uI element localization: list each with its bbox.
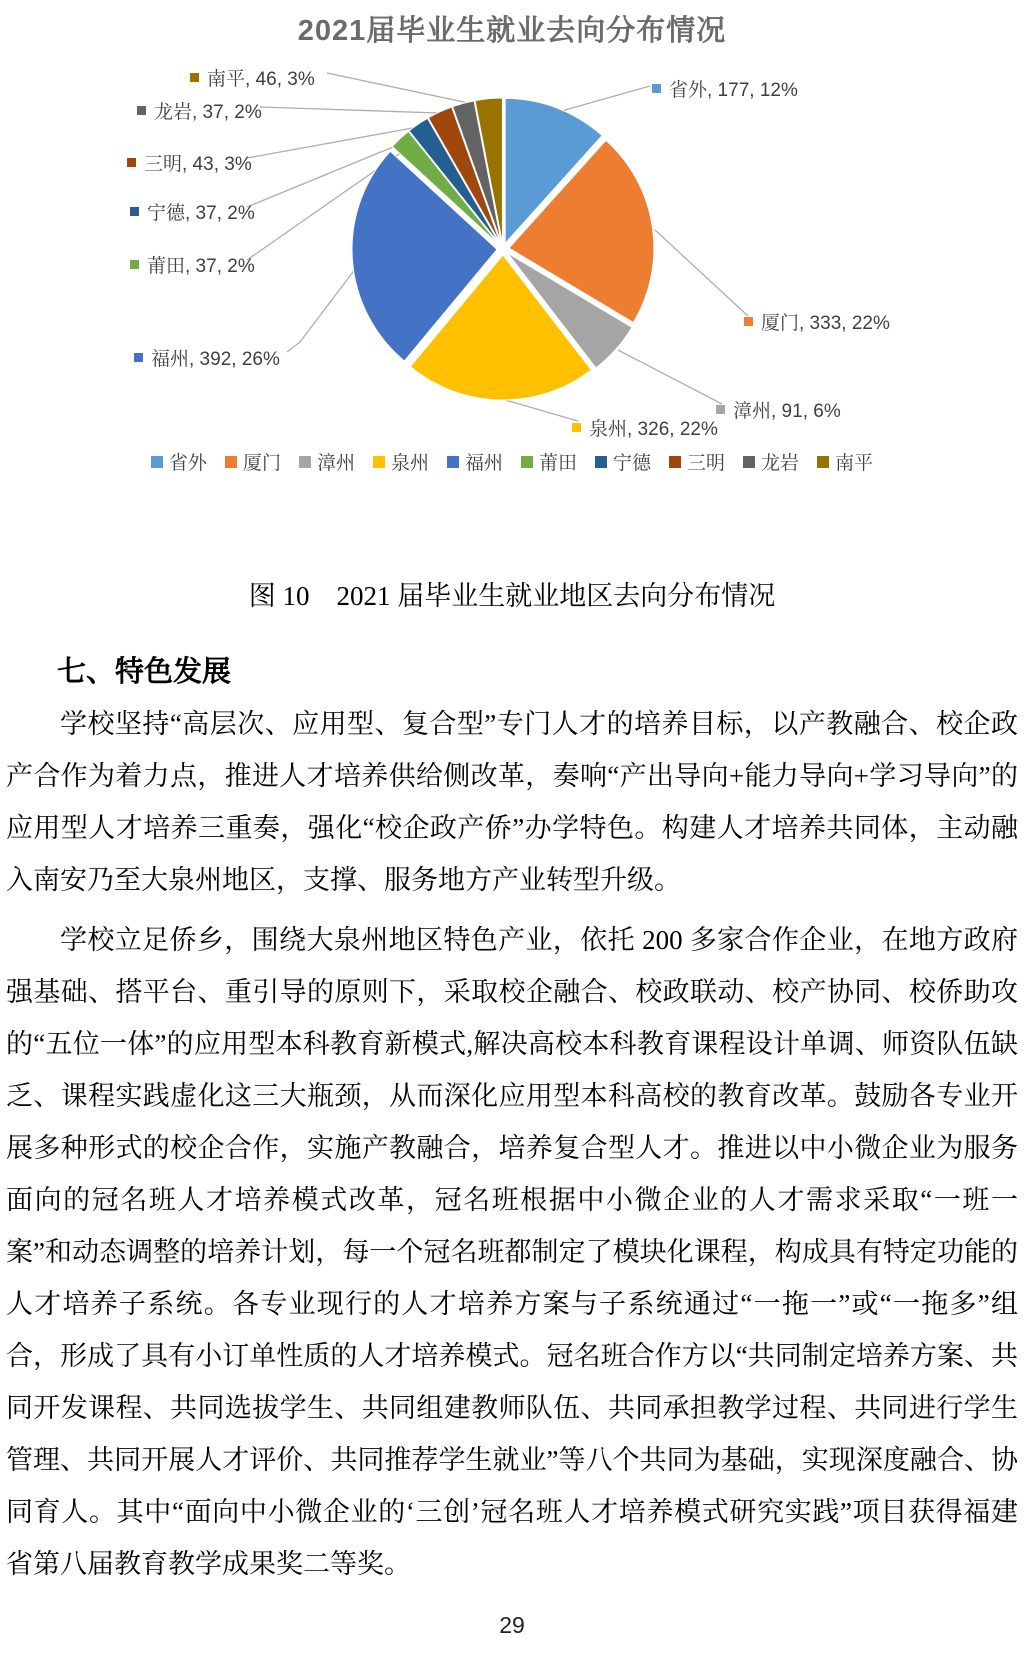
employment-destination-pie-chart bbox=[0, 0, 1024, 480]
legend-item-quanzhou bbox=[373, 448, 429, 475]
leader-line-quanzhou bbox=[505, 400, 578, 421]
data-label-nanping bbox=[190, 64, 315, 91]
putian-marker-icon bbox=[130, 260, 139, 269]
legend-item-nanping bbox=[817, 448, 873, 475]
legend-marker-icon bbox=[373, 456, 385, 468]
data-label-text: 龙岩, 37, 2% bbox=[154, 102, 262, 123]
legend-label: 福州 bbox=[464, 453, 503, 474]
legend-label: 龙岩 bbox=[761, 453, 800, 474]
data-label-quanzhou bbox=[572, 414, 718, 441]
legend-item-longyan bbox=[743, 448, 799, 475]
chart-title: 2021届毕业生就业去向分布情况 bbox=[297, 15, 727, 47]
data-label-text: 省外, 177, 12% bbox=[669, 80, 798, 101]
data-label-text: 福州, 392, 26% bbox=[151, 349, 280, 370]
data-label-longyan bbox=[137, 97, 262, 124]
legend-label: 三明 bbox=[687, 453, 726, 474]
data-label-shengwai bbox=[652, 75, 798, 102]
ningde-marker-icon bbox=[130, 207, 139, 216]
figure-caption: 图 10 2021 届毕业生就业地区去向分布情况 bbox=[248, 581, 776, 611]
sanming-marker-icon bbox=[127, 158, 136, 167]
legend-item-sanming bbox=[669, 448, 725, 475]
legend-marker-icon bbox=[743, 456, 755, 468]
chart-legend bbox=[0, 448, 1024, 475]
data-label-text: 厦门, 333, 22% bbox=[761, 313, 890, 334]
page-number: 29 bbox=[499, 1612, 525, 1638]
legend-marker-icon bbox=[817, 456, 829, 468]
data-label-zhangzhou bbox=[716, 396, 841, 423]
data-label-text: 三明, 43, 3% bbox=[144, 154, 252, 175]
legend-item-putian bbox=[521, 448, 577, 475]
data-label-text: 泉州, 326, 22% bbox=[589, 419, 718, 440]
data-label-xiamen bbox=[744, 308, 890, 335]
longyan-marker-icon bbox=[137, 106, 146, 115]
legend-label: 宁德 bbox=[613, 453, 652, 474]
legend-marker-icon bbox=[447, 456, 459, 468]
legend-marker-icon bbox=[299, 456, 311, 468]
legend-marker-icon bbox=[521, 456, 533, 468]
legend-item-ningde bbox=[595, 448, 651, 475]
legend-label: 莆田 bbox=[539, 453, 578, 474]
data-label-text: 宁德, 37, 2% bbox=[147, 203, 255, 224]
legend-item-zhangzhou bbox=[299, 448, 355, 475]
legend-label: 省外 bbox=[168, 453, 207, 474]
paragraph-2: 学校立足侨乡，围绕大泉州地区特色产业，依托 200 多家合作企业，在地方政府强基础、搭平台、重引导的原则下，采取校企融合、校政联动、校产协同、校侨助攻的“五位一体”的应用型本科教育新模式,解决高校本科教育课程设计单调、师资队伍缺乏、课程实践虚化这三大瓶颈，从而深化应用型本科高校的教育改革。鼓励各专业开展多种形式的校企合作，实施产教融合，培养复合型人才。推进以中小微企业为服务面向的冠名班人才培养模式改革，冠名班根据中小微企业的人才需求采取“一班一案”和动态调整的培养计划，每一个冠名班都制定了模块化课程，构成具有特定功能的人才培养子系统。各专业现行的人才培养方案与子系统通过“一拖一”或“一拖多”组合，形成了具有小订单性质的人才培养模式。冠名班合作方以“共同制定培养方案、共同开发课程、共同选拔学生、共同组建教师队伍、共同承担教学过程、共同进行学生管理、共同开展人才评价、共同推荐学生就业”等八个共同为基础，实现深度融合、协同育人。其中“面向中小微企业的‘三创’冠名班人才培养模式研究实践”项目获得福建省第八届教育教学成果奖二等奖。 bbox=[6, 925, 1018, 1579]
nanping-marker-icon bbox=[190, 73, 199, 82]
quanzhou-marker-icon bbox=[572, 423, 581, 432]
legend-label: 漳州 bbox=[316, 453, 355, 474]
legend-item-fuzhou bbox=[447, 448, 503, 475]
legend-item-xiamen bbox=[225, 448, 281, 475]
data-label-sanming bbox=[127, 149, 252, 176]
data-label-text: 漳州, 91, 6% bbox=[733, 401, 841, 422]
legend-marker-icon bbox=[595, 456, 607, 468]
legend-marker-icon bbox=[669, 456, 681, 468]
data-label-fuzhou bbox=[134, 344, 280, 371]
data-label-text: 莆田, 37, 2% bbox=[147, 256, 255, 277]
data-label-text: 南平, 46, 3% bbox=[207, 69, 315, 90]
legend-label: 南平 bbox=[835, 453, 874, 474]
pie-slices bbox=[352, 98, 654, 400]
leader-line-shengwai bbox=[558, 86, 650, 112]
data-label-putian bbox=[130, 251, 255, 278]
fuzhou-marker-icon bbox=[134, 353, 143, 362]
xiamen-marker-icon bbox=[744, 317, 753, 326]
paragraph-1: 学校坚持“高层次、应用型、复合型”专门人才的培养目标，以产教融合、校企政产合作为着力点，推进人才培养供给侧改革，奏响“产出导向+能力导向+学习导向”的应用型人才培养三重奏，强化“校企政产侨”办学特色。构建人才培养共同体，主动融入南安乃至大泉州地区，支撑、服务地方产业转型升级。 bbox=[6, 709, 1018, 895]
shengwai-marker-icon bbox=[652, 84, 661, 93]
leader-line-xiamen bbox=[655, 230, 748, 316]
legend-marker-icon bbox=[151, 456, 163, 468]
section-heading: 七、特色发展 bbox=[57, 656, 232, 688]
data-label-ningde bbox=[130, 198, 255, 225]
leader-line-zhangzhou bbox=[618, 350, 722, 404]
legend-marker-icon bbox=[225, 456, 237, 468]
zhangzhou-marker-icon bbox=[716, 405, 725, 414]
legend-label: 厦门 bbox=[242, 453, 281, 474]
legend-label: 泉州 bbox=[390, 453, 429, 474]
legend-item-shengwai bbox=[151, 448, 207, 475]
pie-chart-canvas bbox=[0, 0, 1024, 480]
